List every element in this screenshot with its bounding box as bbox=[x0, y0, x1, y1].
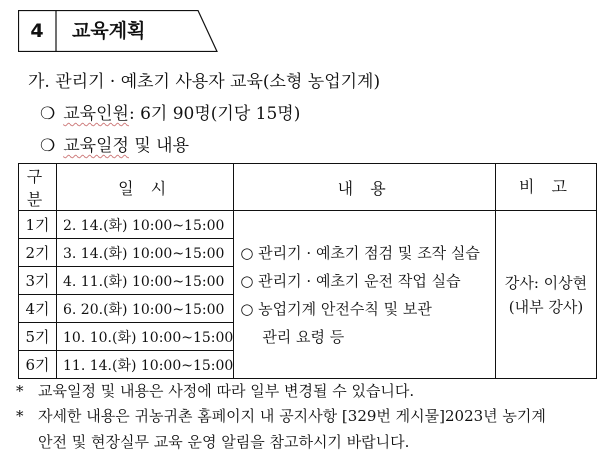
personnel-label: 교육인원 bbox=[63, 104, 129, 124]
row-date: 3. 14.(화) 10:00~15:00 bbox=[57, 239, 234, 267]
row-date: 11. 14.(화) 10:00~15:00 bbox=[57, 351, 234, 379]
row-no: 3기 bbox=[19, 267, 57, 295]
bullet-schedule bbox=[40, 131, 189, 156]
note-1 bbox=[16, 380, 414, 401]
header-date: 일 시 bbox=[57, 164, 234, 211]
note-2-text: 자세한 내용은 귀농귀촌 홈페이지 내 공지사항 [329번 게시물]2023년 농기계 bbox=[38, 407, 546, 425]
table-header-row bbox=[19, 164, 597, 211]
instructor-line: 강사: 이상현 bbox=[504, 273, 588, 292]
schedule-label-rest: 및 내용 bbox=[128, 136, 190, 156]
schedule-label: 교육일정 bbox=[63, 136, 129, 156]
section-title: 교육계획 bbox=[72, 20, 146, 42]
content-line: ○ 관리기 · 예초기 운전 작업 실습 bbox=[240, 271, 461, 290]
row-date: 4. 11.(화) 10:00~15:00 bbox=[57, 267, 234, 295]
content-line: ○ 농업기계 안전수칙 및 보관 bbox=[240, 299, 432, 318]
header-content: 내 용 bbox=[234, 164, 496, 211]
row-no: 2기 bbox=[19, 239, 57, 267]
row-date: 6. 20.(화) 10:00~15:00 bbox=[57, 295, 234, 323]
section-header bbox=[18, 10, 218, 52]
row-date: 10. 10.(화) 10:00~15:00 bbox=[57, 323, 234, 351]
table-row bbox=[19, 211, 597, 239]
instructor-type: (내부 강사) bbox=[508, 297, 584, 316]
subheading: 가. 관리기 · 예초기 사용자 교육(소형 농업기계) bbox=[28, 72, 381, 92]
content-line: ○ 관리기 · 예초기 점검 및 조작 실습 bbox=[240, 243, 480, 262]
row-no: 1기 bbox=[19, 211, 57, 239]
row-no: 4기 bbox=[19, 295, 57, 323]
asterisk-icon: * bbox=[16, 382, 24, 400]
schedule-table bbox=[18, 163, 597, 379]
bullet-personnel bbox=[40, 99, 300, 124]
section-number: 4 bbox=[30, 20, 44, 42]
note-2-continued: 안전 및 현장실무 교육 운영 알림을 참고하시기 바랍니다. bbox=[38, 433, 410, 451]
content-cell bbox=[234, 211, 496, 379]
header-no: 구 분 bbox=[19, 164, 57, 211]
row-date: 2. 14.(화) 10:00~15:00 bbox=[57, 211, 234, 239]
header-note: 비 고 bbox=[496, 164, 597, 211]
row-no: 5기 bbox=[19, 323, 57, 351]
personnel-value: : 6기 90명(기당 15명) bbox=[128, 104, 301, 124]
row-no: 6기 bbox=[19, 351, 57, 379]
asterisk-icon: * bbox=[16, 407, 24, 425]
content-line: 관리 요령 등 bbox=[262, 327, 345, 346]
hollow-circle-icon: ❍ bbox=[40, 136, 56, 156]
note-1-text: 교육일정 및 내용은 사정에 따라 일부 변경될 수 있습니다. bbox=[38, 382, 415, 400]
note-2 bbox=[16, 405, 546, 426]
note-cell bbox=[496, 211, 597, 379]
hollow-circle-icon: ❍ bbox=[40, 104, 56, 124]
